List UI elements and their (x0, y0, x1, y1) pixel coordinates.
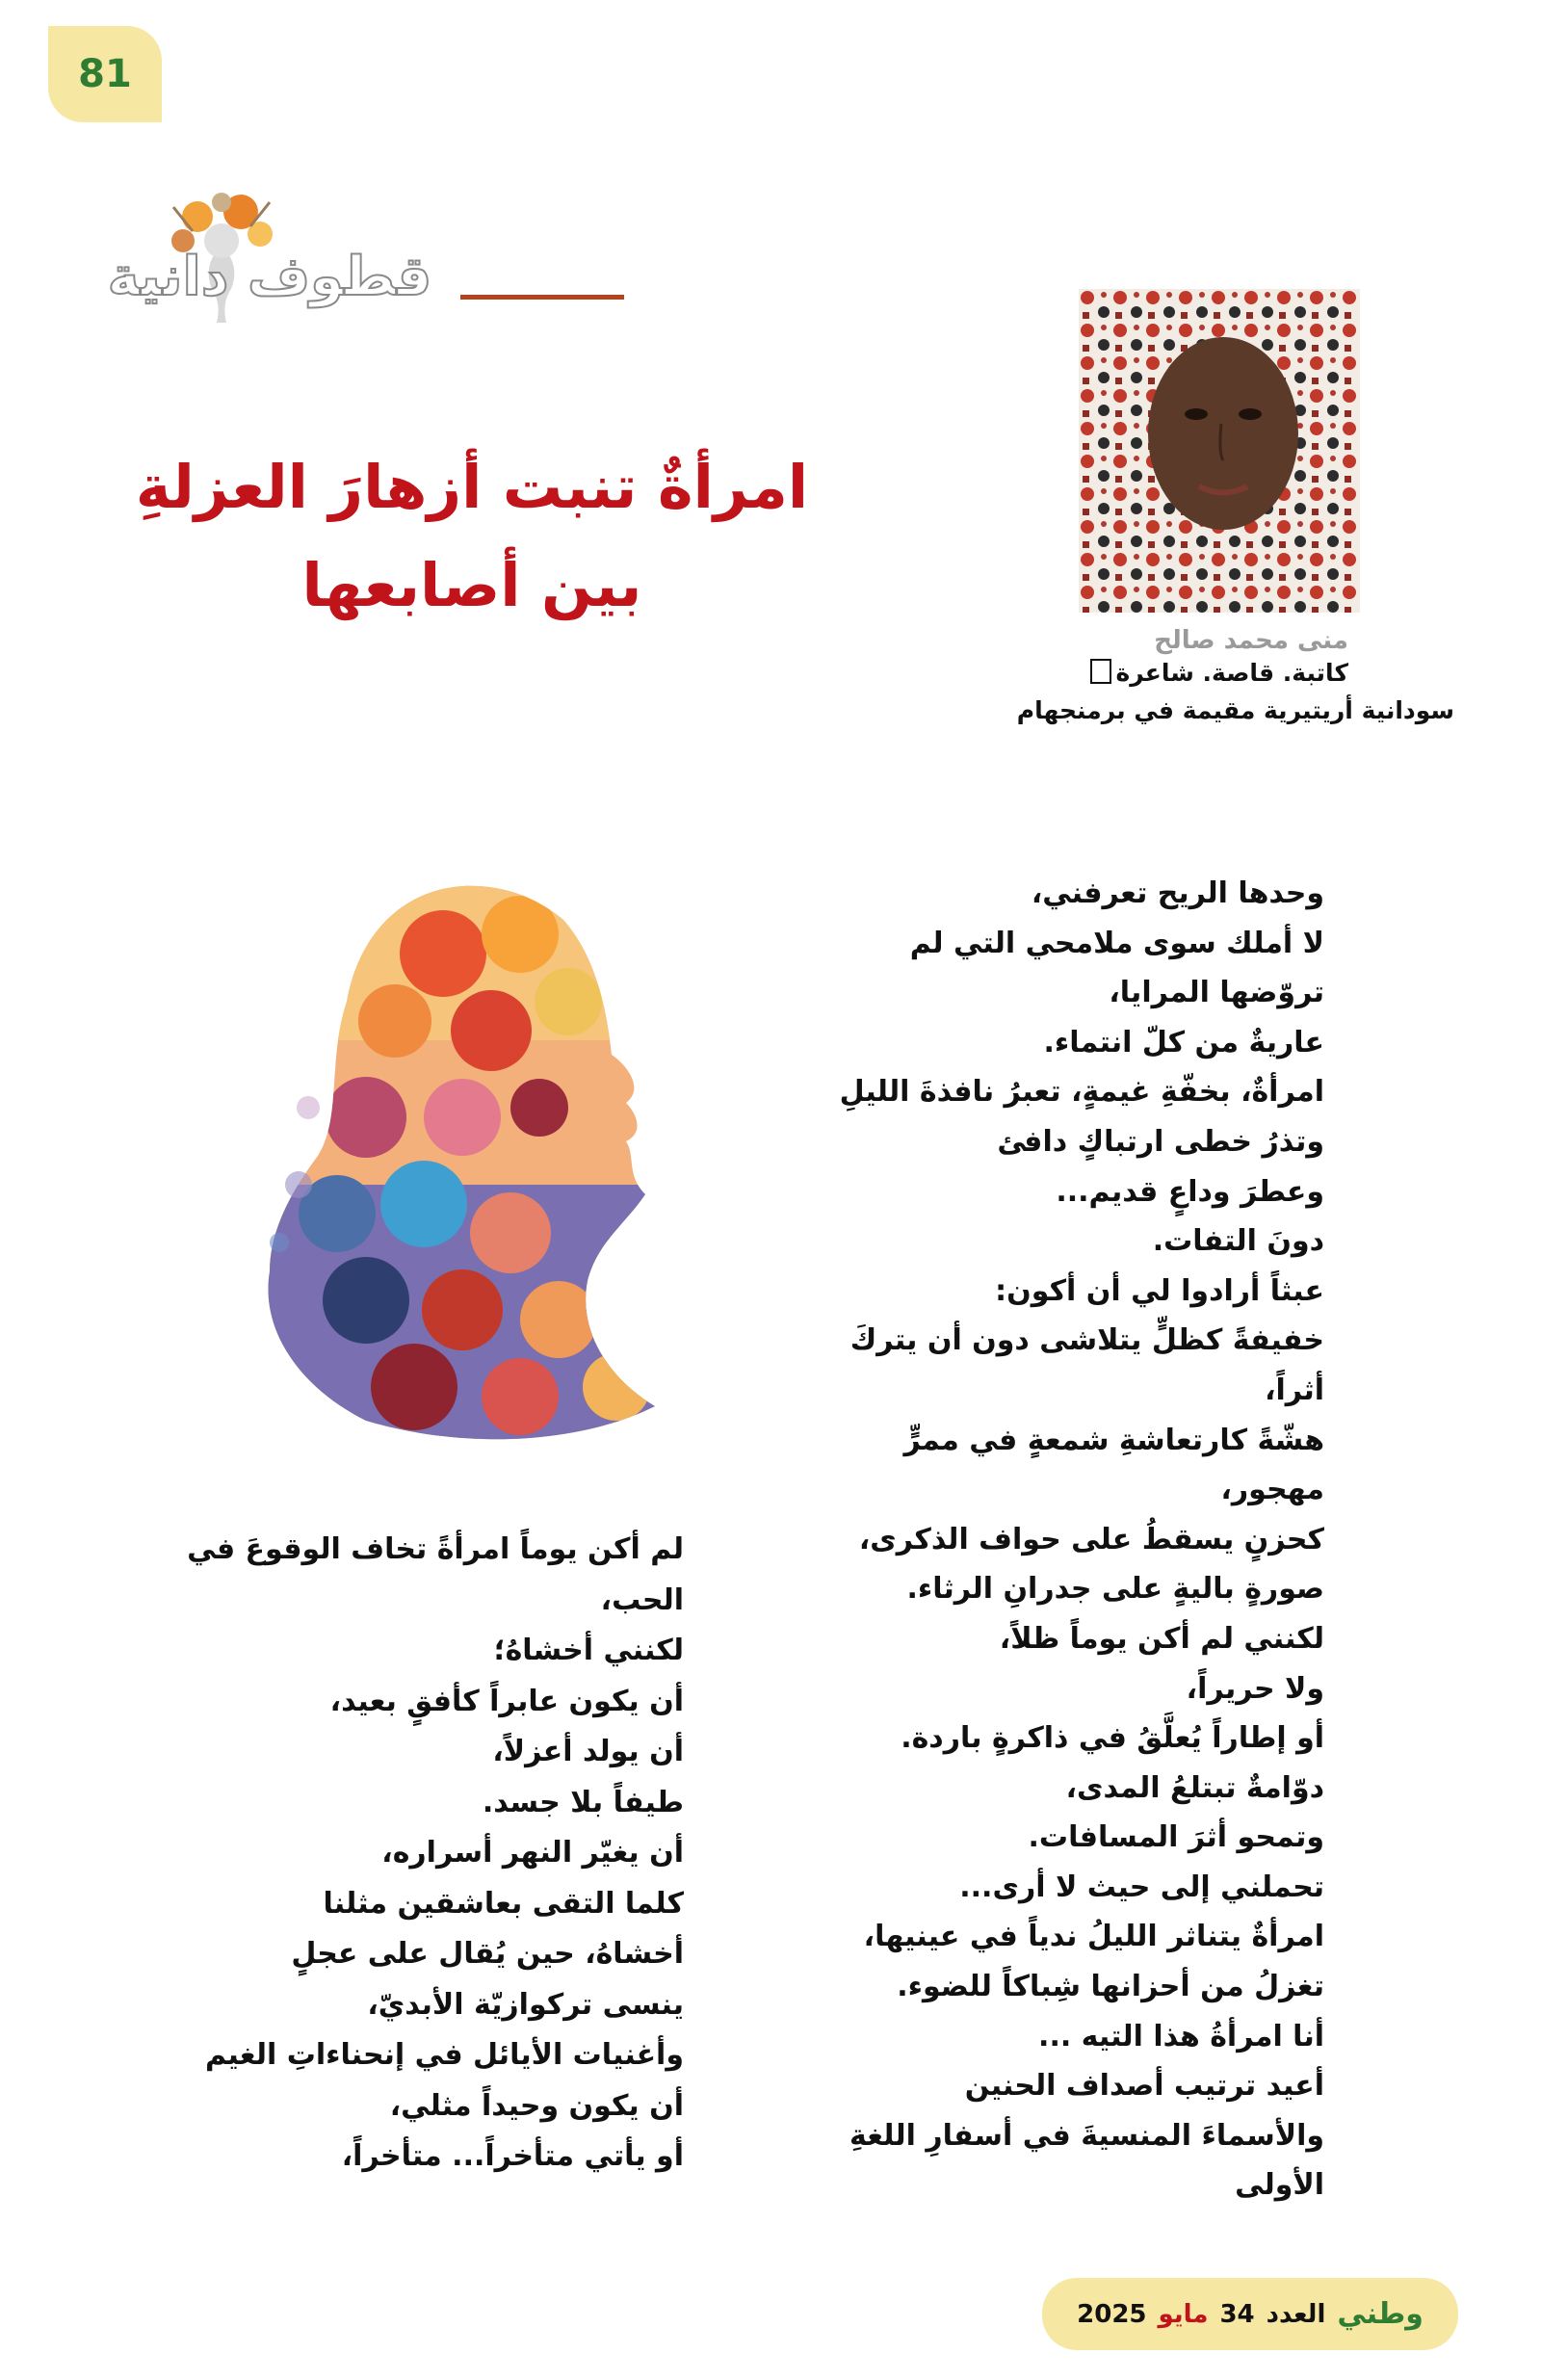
page-number-tab (48, 26, 162, 122)
title-line-1: امرأةٌ تنبت أزهارَ العزلةِ (135, 452, 809, 522)
poem-line: أو إطاراً يُعلَّقُ في ذاكرةٍ باردة. (901, 1721, 1324, 1756)
author-bio: سودانية أريتيرية مقيمة في برمنجهام (1016, 696, 1454, 724)
poem-line: تغزلُ من أحزانها شِباكاً للضوء. (897, 1970, 1324, 2004)
issue-month: مايو (1158, 2299, 1209, 2329)
article-title (125, 438, 819, 636)
poem-line: خفيفةً كظلٍّ يتلاشى دون أن يتركَ (849, 1323, 1324, 1358)
poem-line: عاريةٌ من كلّ انتماء. (1043, 1025, 1324, 1059)
section-logo (77, 188, 462, 332)
poem-line: أن يغيّر النهر أسراره، (381, 1836, 684, 1870)
poem-line: ولا حريراً، (1186, 1671, 1324, 1706)
poem-line: الحب، (600, 1582, 684, 1617)
poem-line: دونَ التفات. (1152, 1224, 1324, 1259)
poem-line: وحدها الريح تعرفني، (1031, 876, 1324, 910)
section-label: قطوف دانية (107, 246, 432, 308)
issue-number: 34 (1219, 2299, 1255, 2329)
section-divider (460, 295, 624, 300)
poem-line: امرأةٌ، بخفّةِ غيمةٍ، تعبرُ نافذةَ الليلِ (839, 1075, 1324, 1110)
poem-line: هشّةً كارتعاشةِ شمعةٍ في ممرٍّ (903, 1423, 1324, 1457)
poem-line: طيفاً بلا جسد. (482, 1785, 684, 1819)
poem-line: الأولى (1235, 2168, 1324, 2203)
poem-column-left (169, 1525, 684, 2183)
poem-line: أثراً، (1265, 1373, 1324, 1407)
poem-line: لكنني أخشاهُ؛ (493, 1634, 684, 1667)
issue-label: العدد (1266, 2299, 1326, 2329)
author-name: منى محمد صالح (1154, 626, 1348, 655)
poem-line: أو يأتي متأخراً... متأخراً، (341, 2139, 684, 2173)
poem-line: دوّامةٌ تبتلعُ المدى، (1065, 1770, 1324, 1805)
poem-line: أنا امرأةُ هذا التيه ... (1038, 2019, 1324, 2053)
poem-line: صورةٍ باليةٍ على جدرانِ الرثاء. (906, 1572, 1324, 1607)
poem-line: أعيد ترتيب أصداف الحنين (964, 2069, 1324, 2104)
poem-line: أخشاهُ، حين يُقال على عجلٍ (291, 1937, 684, 1971)
poem-line: وعطرَ وداعٍ قديم... (1056, 1174, 1324, 1209)
poem-line: تحملني إلى حيث لا أرى... (959, 1870, 1324, 1904)
poem-line: أن يكون وحيداً مثلي، (389, 2088, 684, 2123)
poem-line: لا أملك سوى ملامحي التي لم (909, 926, 1324, 960)
issue-footer (1042, 2278, 1458, 2350)
poem-line: عبثاً أرادوا لي أن أكون: (995, 1273, 1324, 1308)
poem-line: لكنني لم أكن يوماً ظلاً، (999, 1621, 1324, 1656)
poem-line: كلما التقى بعاشقين مثلنا (323, 1886, 684, 1921)
author-role (953, 659, 1348, 687)
page-number: 81 (78, 52, 132, 96)
poem-line: وتمحو أثرَ المسافات. (1028, 1820, 1324, 1855)
placeholder-box-icon (1090, 659, 1111, 684)
poem-line: مهجور، (1220, 1473, 1324, 1507)
poem-line: أن يولد أعزلاً، (492, 1735, 684, 1768)
poem-line: امرأةٌ يتناثر الليلُ ندياً في عينيها، (863, 1920, 1324, 1954)
poem-line: كحزنٍ يسقطُ على حواف الذكرى، (858, 1522, 1324, 1556)
title-line-2: بين أصابعها (301, 550, 642, 621)
magazine-name: وطني (1337, 2297, 1423, 2331)
poem-line: لم أكن يوماً امرأةً تخاف الوقوعَ في (187, 1532, 684, 1566)
author-info (953, 626, 1454, 724)
flower-woman-silhouette-illustration (173, 867, 809, 1454)
issue-year: 2025 (1077, 2299, 1147, 2329)
poem-line: والأسماءَ المنسيةَ في أسفارِ اللغةِ (849, 2118, 1324, 2153)
poem-line: تروّضها المرايا، (1109, 976, 1324, 1010)
poem-column-right (823, 869, 1324, 2210)
poem-line: أن يكون عابراً كأفقٍ بعيد، (329, 1684, 684, 1718)
poem-line: ينسى تركوازيّة الأبديّ، (367, 1987, 684, 2022)
poem-line: وتذرُ خطى ارتباكٍ دافئ (997, 1124, 1324, 1159)
author-photo (1079, 289, 1360, 613)
poem-line: وأغنيات الأيائل في إنحناءاتِ الغيم (205, 2038, 684, 2072)
author-role-text: كاتبة. قاصة. شاعرة (1115, 659, 1348, 687)
